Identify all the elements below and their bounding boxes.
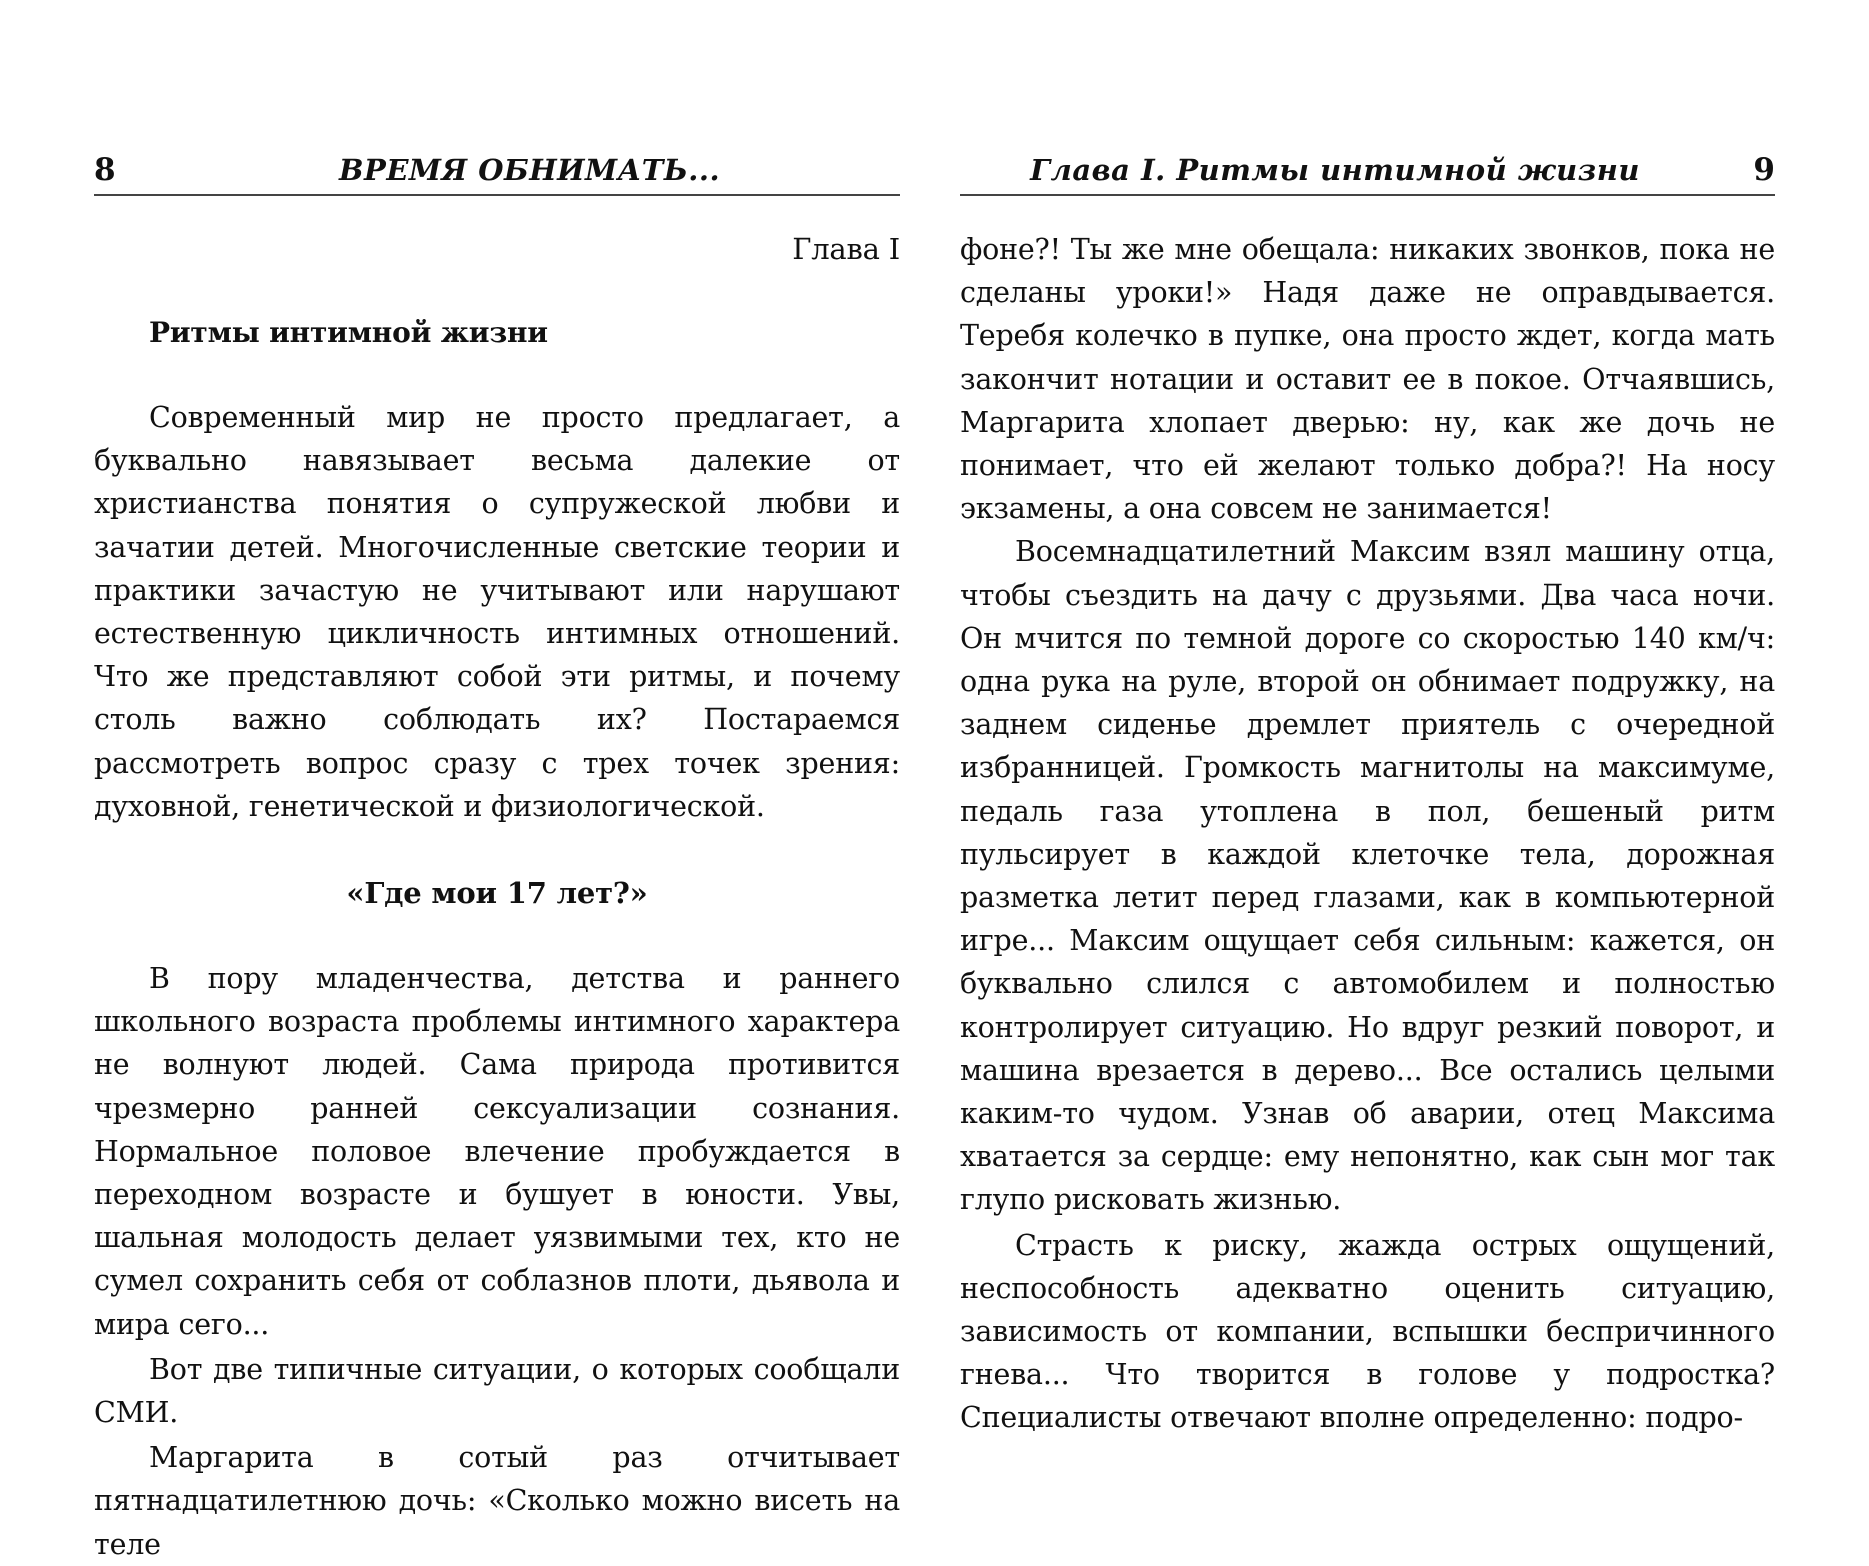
left-running-head [94, 150, 900, 196]
paragraph: Маргарита в сотый раз отчитывает пятнадцатилетнюю дочь: «Сколько можно висеть на теле [94, 1441, 900, 1561]
paragraph: Восемнадцатилетний Максим взял машину отца, чтобы съездить на дачу с друзьями. Два часа ночи. Он мчится по темной дороге со скоростью 140 км/ч: одна рука на руле, второй он обнимает подружку, на заднем сиденье дремлет приятель с очередной избранницей. Громкость магнитолы на максимуме, педаль газа утоплена в пол, бешеный ритм пульсирует в каждой клеточке тела, дорожная разметка летит перед глазами, как в компьютерной игре... Максим ощущает себя сильным: кажется, он буквально слился с автомобилем и полностью контролирует ситуацию. Но вдруг резкий поворот, и машина врезается в дерево... Все остались целыми каким-то чудом. Узнав об аварии, отец Максима хватается за сердце: ему непонятно, как сын мог так глупо рисковать жизнью. [960, 535, 1775, 1217]
chapter-title: Ритмы интимной жизни [149, 316, 548, 349]
section-title: «Где мои 17 лет?» [346, 876, 648, 911]
page-number-left: 8 [94, 152, 116, 188]
paragraph: Вот две типичные ситуации, о которых сообщали СМИ. [94, 1352, 900, 1430]
right-running-head [960, 150, 1775, 196]
running-title-right: Глава I. Ритмы интимной жизни [1030, 153, 1640, 187]
left-body [94, 228, 900, 1566]
paragraph: фоне?! Ты же мне обещала: никаких звонков, пока не сделаны уроки!» Надя даже не оправдывается. Теребя колечко в пупке, она просто ждет, когда мать закончит нотации и оставит ее в покое. Отчаявшись, Маргарита хлопает дверью: ну, как же дочь не понимает, что ей желают только добра?! На носу экзамены, а она совсем не занимается! [960, 233, 1775, 526]
running-title-left: ВРЕМЯ ОБНИМАТЬ... [339, 153, 721, 187]
right-page [960, 150, 1775, 1440]
paragraph: Страсть к риску, жажда острых ощущений, неспособность адекватно оценить ситуацию, зависимость от компании, вспышки беспричинного гнева... Что творится в голове у подростка? Специалисты отвечают вполне определенно: подро- [960, 1228, 1775, 1435]
chapter-label: Глава I [792, 232, 900, 266]
page-number-right: 9 [1753, 152, 1775, 188]
left-page [94, 150, 900, 1566]
paragraph: Современный мир не просто предлагает, а буквально навязывает весьма далекие от христианства понятия о супружеской любви и зачатии детей. Многочисленные светские теории и практики зачастую не учитывают или нарушают естественную цикличность интимных отношений. Что же представляют собой эти ритмы, и почему столь важно соблюдать их? Постараемся рассмотреть вопрос сразу с трех точек зрения: духовной, генетической и физиологической. [94, 401, 900, 823]
paragraph: В пору младенчества, детства и раннего школьного возраста проблемы интимного характера не волнуют людей. Сама природа противится чрезмерно ранней сексуализации сознания. Нормальное половое влечение пробуждается в переходном возрасте и бушует в юности. Увы, шальная молодость делает уязвимыми тех, кто не сумел сохранить себя от соблазнов плоти, дьявола и мира сего... [94, 962, 900, 1341]
right-body [960, 228, 1775, 1440]
